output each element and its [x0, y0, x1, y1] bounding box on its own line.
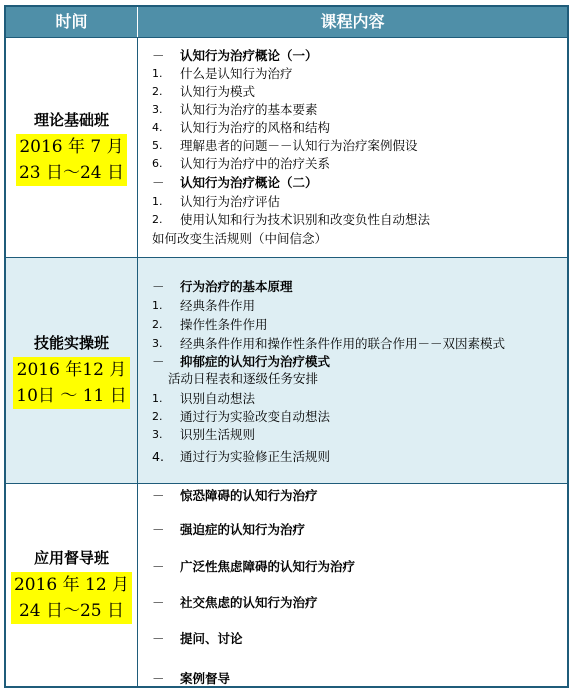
item-marker: 1. — [152, 195, 163, 208]
list-item — [138, 174, 567, 192]
item-text: 使用认知和行为技术识别和改变负性自动想法 — [180, 212, 431, 227]
table-row — [6, 37, 567, 257]
list-item — [138, 370, 567, 388]
item-text: 通过行为实验改变自动想法 — [180, 409, 331, 424]
list-item — [138, 335, 567, 353]
item-text: 认知行为治疗的风格和结构 — [180, 120, 331, 135]
item-marker: － — [152, 354, 165, 369]
item-text: 案例督导 — [180, 671, 231, 686]
list-item — [138, 408, 567, 426]
item-text: 识别生活规则 — [180, 427, 256, 442]
date-line: 2016 年 7 月 — [19, 137, 124, 157]
item-marker: － — [152, 48, 165, 63]
item-text: 理解患者的问题－－认知行为治疗案例假设 — [180, 138, 418, 153]
item-text: 认知行为治疗概论（一） — [180, 48, 318, 63]
item-text: 认知行为模式 — [180, 84, 256, 99]
content-cell — [138, 38, 567, 257]
item-marker: － — [152, 488, 165, 503]
course-table — [4, 5, 569, 688]
list-item — [138, 630, 567, 648]
item-text: 认知行为治疗的基本要素 — [180, 102, 318, 117]
item-text: 经典条件作用 — [180, 298, 256, 313]
list-item — [138, 297, 567, 315]
list-item — [138, 448, 567, 466]
list-item — [138, 119, 567, 137]
date-line: 2016 年 12 月 — [13, 574, 130, 595]
item-text: 认知行为治疗评估 — [180, 194, 281, 209]
item-text: 通过行为实验修正生活规则 — [180, 449, 331, 464]
item-text: 如何改变生活规则（中间信念） — [152, 231, 328, 246]
item-text: 认知行为治疗中的治疗关系 — [180, 156, 331, 171]
list-item — [138, 137, 567, 155]
item-text: 识别自动想法 — [180, 391, 256, 406]
header-time: 时间 — [6, 7, 138, 37]
item-marker: － — [152, 279, 165, 294]
table-row — [6, 483, 567, 686]
list-item — [138, 211, 567, 229]
table-row — [6, 257, 567, 483]
date-line: 24 日～25 日 — [18, 600, 125, 621]
item-text: 强迫症的认知行为治疗 — [180, 522, 306, 537]
content-cell — [138, 258, 567, 483]
item-text: 社交焦虑的认知行为治疗 — [180, 595, 318, 610]
item-marker: 4. — [152, 121, 163, 134]
item-text: 操作性条件作用 — [180, 317, 268, 332]
item-text: 经典条件作用和操作性条件作用的联合作用－－双因素模式 — [180, 336, 506, 351]
table-header — [6, 7, 567, 37]
content-cell — [138, 484, 567, 686]
item-marker: 2. — [152, 213, 163, 226]
item-text: 活动日程表和逐级任务安排 — [168, 371, 319, 386]
item-text: 惊恐障碍的认知行为治疗 — [180, 488, 318, 503]
item-marker: － — [152, 595, 165, 610]
class-date — [11, 572, 132, 624]
item-text: 什么是认知行为治疗 — [180, 66, 293, 81]
item-marker: 2. — [152, 85, 163, 98]
item-marker: 5. — [152, 139, 163, 152]
list-item — [138, 426, 567, 444]
item-marker: 1. — [152, 392, 163, 405]
class-date — [16, 134, 127, 186]
date-line: 10日 ～ 11 日 — [16, 386, 127, 406]
item-marker: － — [152, 631, 165, 646]
item-marker: 1. — [152, 299, 163, 312]
class-date — [13, 357, 129, 409]
item-marker: 3. — [152, 103, 163, 116]
list-item — [138, 83, 567, 101]
class-name: 技能实操班 — [33, 334, 109, 352]
item-marker: － — [152, 522, 165, 537]
list-item — [138, 316, 567, 334]
date-line: 23 日～24 日 — [18, 163, 125, 183]
item-text: 广泛性焦虑障碍的认知行为治疗 — [180, 559, 356, 574]
item-marker: 6. — [152, 157, 163, 170]
time-cell — [6, 484, 138, 686]
list-item — [138, 670, 567, 688]
item-text: 行为治疗的基本原理 — [180, 279, 293, 294]
time-cell — [6, 38, 138, 257]
class-name: 理论基础班 — [33, 111, 109, 129]
list-item — [138, 155, 567, 173]
list-item — [138, 47, 567, 65]
list-item — [138, 390, 567, 408]
list-item — [138, 230, 567, 248]
item-marker: 2. — [152, 318, 163, 331]
item-marker: 3. — [152, 337, 163, 350]
item-text: 提问、讨论 — [180, 631, 243, 646]
date-line: 2016 年12 月 — [16, 360, 127, 380]
time-cell — [6, 258, 138, 483]
list-item — [138, 278, 567, 296]
header-content: 课程内容 — [320, 12, 385, 31]
list-item — [138, 101, 567, 119]
item-marker: 3. — [152, 428, 163, 441]
item-text: 认知行为治疗概论（二） — [180, 175, 318, 190]
list-item — [138, 558, 567, 576]
list-item — [138, 594, 567, 612]
item-marker: － — [152, 671, 165, 686]
item-text: 抑郁症的认知行为治疗模式 — [180, 354, 331, 369]
item-marker: － — [152, 559, 165, 574]
class-name: 应用督导班 — [33, 548, 109, 567]
list-item — [138, 353, 567, 371]
item-marker: 4. — [152, 449, 164, 464]
list-item — [138, 487, 567, 505]
item-marker: 2. — [152, 410, 163, 423]
item-marker: 1. — [152, 67, 163, 80]
list-item — [138, 193, 567, 211]
item-marker: － — [152, 175, 165, 190]
list-item — [138, 65, 567, 83]
list-item — [138, 521, 567, 539]
